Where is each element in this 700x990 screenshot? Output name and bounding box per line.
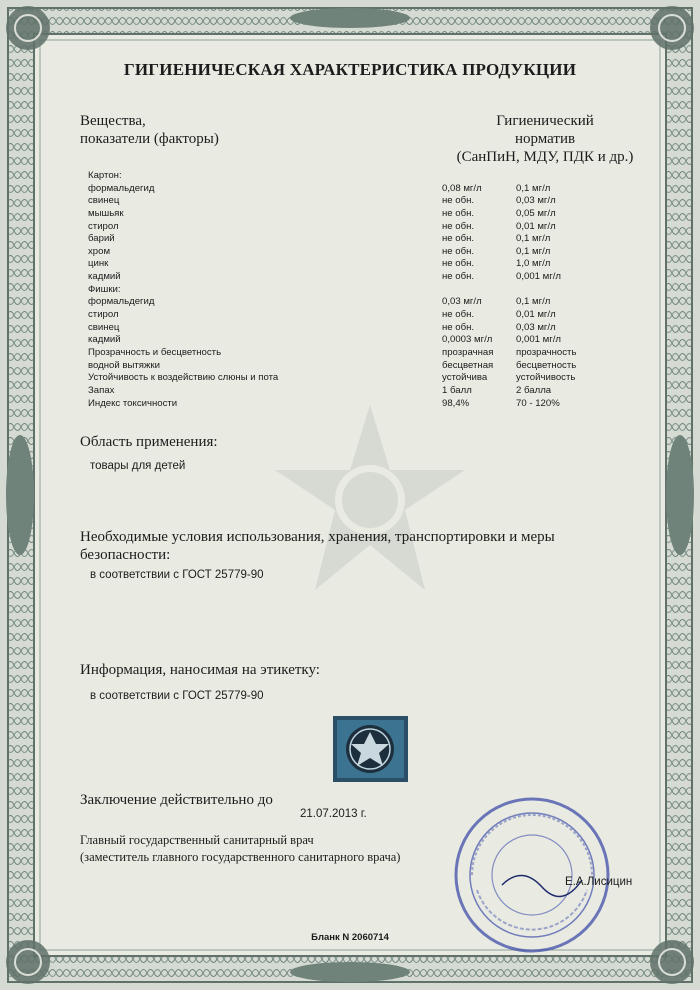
indicator-name: формальдегид [88, 182, 155, 194]
indicator-value: 0,03 мг/л [442, 296, 482, 308]
conditions-label-line2: безопасности: [80, 547, 171, 563]
table-row [88, 296, 608, 309]
indicator-name: барий [88, 233, 115, 245]
substances-header-line1: Вещества, [80, 113, 146, 129]
norm-header [420, 112, 670, 166]
table-row [88, 385, 608, 398]
indicator-norm: 0,1 мг/л [516, 245, 551, 257]
doctor-title-line2: (заместитель главного государственного санитарного врача) [80, 850, 401, 864]
substances-header [80, 112, 219, 148]
indicator-value: 98,4% [442, 397, 470, 409]
indicator-name: Картон: [88, 170, 122, 181]
validity-label: Заключение действительно до [80, 792, 273, 808]
indicator-norm: 0,001 мг/л [516, 334, 562, 346]
indicator-norm: 0,1 мг/л [516, 296, 551, 308]
indicator-name: цинк [88, 258, 109, 270]
conditions-label [80, 528, 555, 564]
indicator-name: Запах [88, 384, 115, 396]
label-info-value: в соответствии с ГОСТ 25779-90 [90, 690, 264, 702]
indicator-value: бесцветная [442, 359, 494, 371]
indicator-norm: 0,01 мг/л [516, 309, 556, 321]
indicator-value: 0,08 мг/л [442, 182, 482, 194]
substances-header-line2: показатели (факторы) [80, 131, 219, 147]
indicator-name: свинец [88, 321, 120, 333]
indicator-name: мышьяк [88, 207, 124, 219]
table-row [88, 398, 608, 411]
doctor-title-line1: Главный государственный санитарный врач [80, 833, 314, 847]
indicator-norm: прозрачность [516, 346, 577, 358]
indicator-value: прозрачная [442, 346, 494, 358]
table-row [88, 360, 608, 373]
table-row [88, 284, 608, 297]
doctor-title [80, 832, 400, 866]
table-row [88, 246, 608, 259]
validity-date: 21.07.2013 г. [300, 808, 367, 820]
norm-header-line2: норматив [514, 131, 576, 147]
form-number: Бланк N 2060714 [311, 932, 389, 943]
indicator-norm: 0,03 мг/л [516, 321, 556, 333]
indicator-name: Прозрачность и бесцветность [88, 346, 222, 358]
indicator-value: не обн. [442, 207, 475, 219]
indicator-value: не обн. [442, 258, 475, 270]
label-info-label: Информация, наносимая на этикетку: [80, 662, 320, 678]
indicator-name: хром [88, 245, 111, 257]
table-row [88, 208, 608, 221]
scope-label: Область применения: [80, 434, 218, 450]
table-row [88, 309, 608, 322]
indicator-value: не обн. [442, 271, 475, 283]
table-row [88, 233, 608, 246]
indicator-norm: 0,1 мг/л [516, 233, 551, 245]
indicator-value: не обн. [442, 245, 475, 257]
official-stamp [452, 795, 612, 955]
indicator-value: не обн. [442, 195, 475, 207]
table-row [88, 347, 608, 360]
table-row [88, 322, 608, 335]
indicator-norm: бесцветность [516, 359, 577, 371]
indicator-norm: 70 - 120% [516, 397, 560, 409]
table-row [88, 195, 608, 208]
eagle-emblem-watermark [270, 397, 470, 600]
indicator-name: свинец [88, 195, 120, 207]
indicator-norm: 0,01 мг/л [516, 220, 556, 232]
indicator-name: кадмий [88, 334, 121, 346]
indicator-name: стирол [88, 309, 119, 321]
indicator-value: не обн. [442, 233, 475, 245]
table-row [88, 221, 608, 234]
conditions-value: в соответствии с ГОСТ 25779-90 [90, 569, 264, 581]
indicator-name: Индекс токсичности [88, 397, 178, 409]
indicator-norm: 0,05 мг/л [516, 207, 556, 219]
indicator-name: водной вытяжки [88, 359, 160, 371]
scope-value: товары для детей [90, 460, 186, 472]
indicator-value: не обн. [442, 321, 475, 333]
hologram-sticker [333, 716, 408, 782]
indicator-norm: 0,001 мг/л [516, 271, 562, 283]
indicator-value: не обн. [442, 220, 475, 232]
indicator-norm: 0,03 мг/л [516, 195, 556, 207]
table-row [88, 258, 608, 271]
indicator-value: не обн. [442, 309, 475, 321]
table-row [88, 271, 608, 284]
indicator-name: стирол [88, 220, 119, 232]
indicator-value: 1 балл [442, 384, 472, 396]
table-row [88, 170, 608, 183]
norm-header-line3: (СанПиН, МДУ, ПДК и др.) [456, 149, 634, 165]
indicator-name: формальдегид [88, 296, 155, 308]
indicator-norm: 0,1 мг/л [516, 182, 551, 194]
table-row [88, 372, 608, 385]
indicator-norm: устойчивость [516, 372, 576, 384]
indicators-table [88, 170, 608, 410]
norm-header-line1: Гигиенический [496, 113, 594, 129]
table-row [88, 334, 608, 347]
indicator-name: Фишки: [88, 283, 121, 295]
doctor-name: Е.А.Лисицин [565, 876, 633, 888]
indicator-name: кадмий [88, 271, 121, 283]
indicator-name: Устойчивость к воздействию слюны и пота [88, 372, 279, 384]
indicator-norm: 2 балла [516, 384, 552, 396]
indicator-norm: 1,0 мг/л [516, 258, 551, 270]
conditions-label-line1: Необходимые условия использования, хранения, транспортировки и меры [80, 529, 555, 545]
indicator-value: 0,0003 мг/л [442, 334, 493, 346]
document-title: ГИГИЕНИЧЕСКАЯ ХАРАКТЕРИСТИКА ПРОДУКЦИИ [123, 60, 577, 79]
table-row [88, 183, 608, 196]
indicator-value: устойчива [442, 372, 488, 384]
